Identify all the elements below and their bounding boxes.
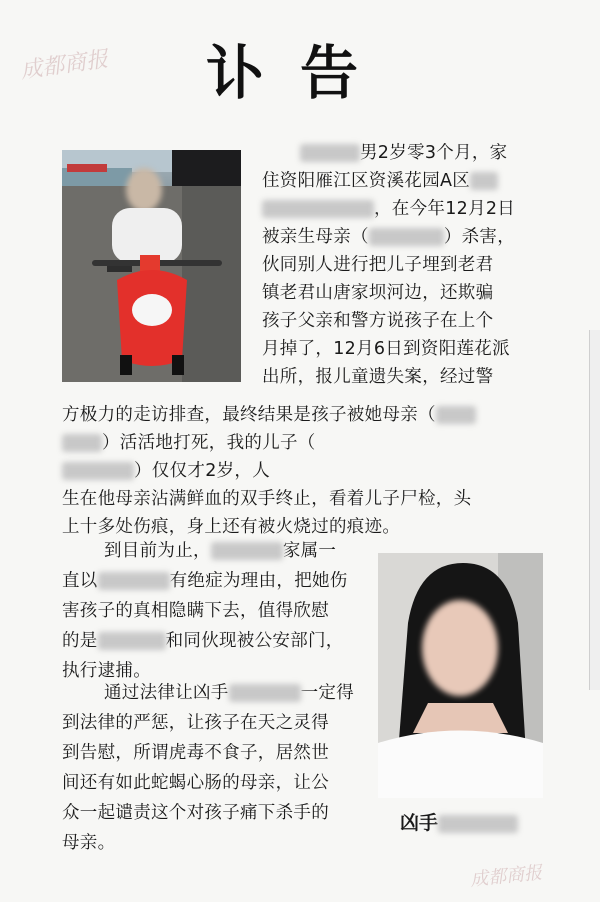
text-line: 住资阳雁江区资溪花园A区: [262, 168, 498, 195]
text-line: 出所，报儿童遗失案，经过警: [262, 367, 494, 387]
redacted-name: [211, 542, 283, 560]
suspect-photo: [378, 553, 543, 798]
child-on-scooter-image: [62, 150, 241, 382]
text-line: 男2岁零3个月，家: [300, 140, 507, 167]
text-line: 镇老君山唐家坝河边，还欺骗: [262, 283, 494, 303]
text-line: 母亲。: [62, 833, 116, 853]
text-line: 到告慰，所谓虎毒不食子，居然世: [62, 743, 329, 763]
watermark-bottom: 成都商报: [469, 862, 544, 891]
text-line: 生在他母亲沾满鲜血的双手终止，看着儿子尸检，头: [62, 489, 472, 509]
text-line: 被亲生母亲（ ）杀害，: [262, 227, 516, 247]
redacted-name: [470, 172, 498, 190]
redacted-name: [229, 684, 301, 702]
text-line: 众一起谴责这个对孩子痛下杀手的: [62, 803, 329, 823]
text-line: 间还有如此蛇蝎心肠的母亲，让公: [62, 773, 329, 793]
redacted-name: [436, 406, 476, 424]
redacted-name: [62, 462, 134, 480]
text-line: 直以 有绝症为理由，把她伤: [62, 571, 348, 591]
text-line: 伙同别人进行把儿子埋到老君: [262, 255, 494, 275]
redacted-name: [62, 434, 102, 452]
text-line: 上十多处伤痕，身上还有被火烧过的痕迹。: [62, 517, 401, 537]
text-line: 月掉了，12月6日到资阳莲花派: [262, 339, 510, 359]
text-line: 到法律的严惩，让孩子在天之灵得: [62, 713, 329, 733]
text-line: ）活活地打死，我的儿子（: [62, 430, 316, 457]
child-photo: [62, 150, 241, 382]
watermark-top: 成都商报: [18, 46, 110, 84]
text-line: 害孩子的真相隐瞒下去，值得欣慰: [62, 601, 329, 621]
redacted-name: [262, 200, 374, 218]
text-line: ）仅仅才2岁，人: [62, 458, 270, 485]
redacted-name: [98, 572, 170, 590]
page-title: 讣告: [205, 39, 394, 107]
woman-portrait-image: [378, 553, 543, 798]
text-line: 通过法律让凶手 一定得: [104, 683, 355, 703]
text-line: ，在今年12月2日: [262, 196, 515, 223]
text-line: 执行逮捕。: [62, 661, 151, 681]
redacted-name: [438, 815, 518, 833]
text-line: 到目前为止， 家属一: [104, 541, 337, 561]
text-line: 孩子父亲和警方说孩子在上个: [262, 311, 494, 331]
suspect-caption: 凶手: [400, 808, 518, 835]
redacted-name: [300, 144, 360, 162]
page-edge: [589, 330, 600, 690]
text-line: 方极力的走访排查，最终结果是孩子被她母亲（: [62, 402, 476, 429]
redacted-name: [369, 228, 444, 246]
text-line: 的是 和同伙现被公安部门，: [62, 631, 344, 651]
redacted-name: [98, 632, 166, 650]
